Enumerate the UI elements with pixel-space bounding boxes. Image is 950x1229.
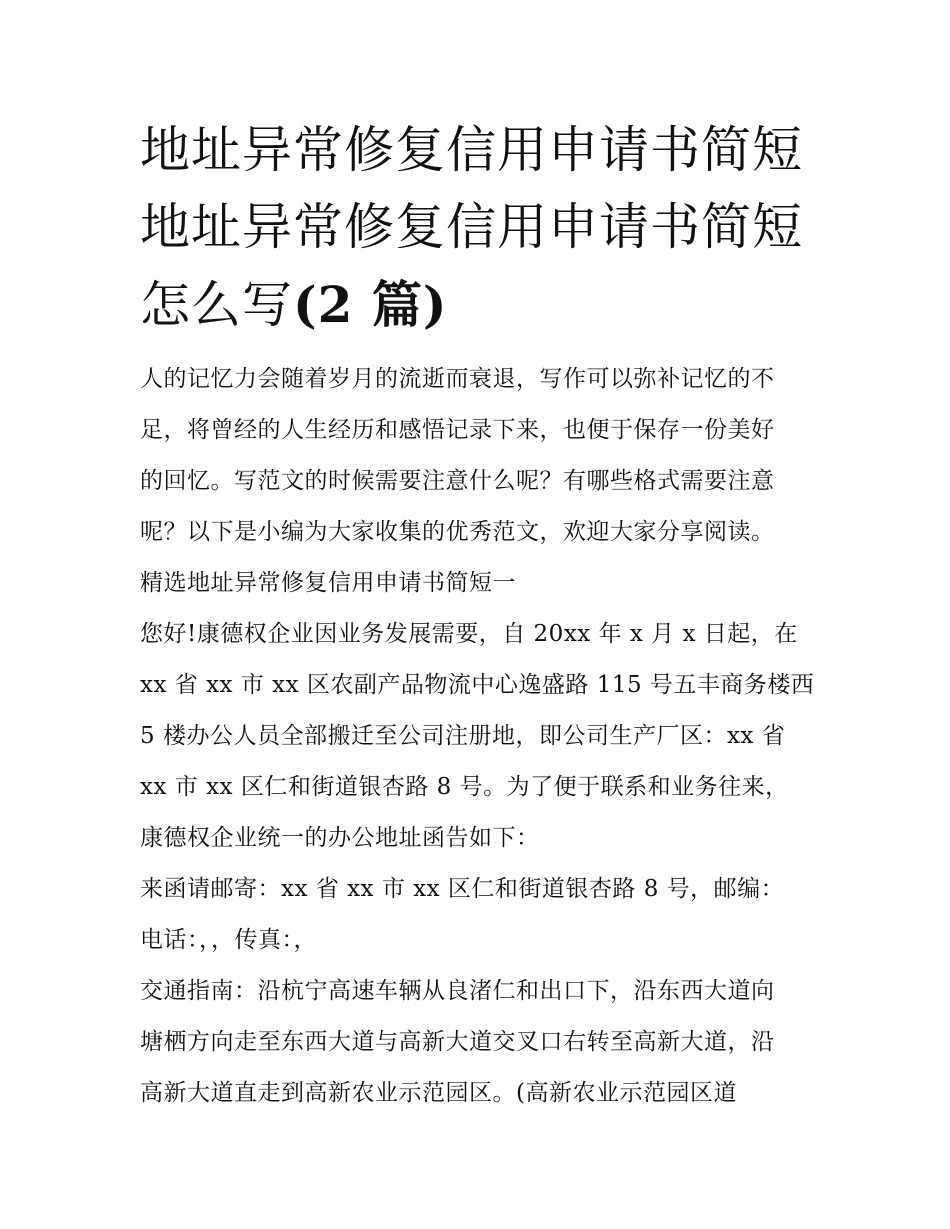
body-line: 足，将曾经的人生经历和感悟记录下来，也便于保存一份美好 (140, 417, 775, 443)
body-line: 的回忆。写范文的时候需要注意什么呢？有哪些格式需要注意 (140, 468, 775, 494)
body-line: 电话：，，传真：， (140, 927, 317, 953)
document-title (140, 112, 820, 344)
body-line: 塘栖方向走至东西大道与高新大道交叉口右转至高新大道，沿 (140, 1029, 775, 1055)
title-line-2: 地址异常修复信用申请书简短 (140, 198, 803, 256)
title-line-3 (140, 266, 820, 344)
title-line-1: 地址异常修复信用申请书简短 (140, 121, 803, 179)
body-line: xx 省 xx 市 xx 区农副产品物流中心逸盛路 115 号五丰商务楼西 (140, 672, 815, 698)
body-line: 5 楼办公人员全部搬迁至公司注册地，即公司生产厂区：xx 省 (140, 723, 786, 749)
body-line: 交通指南：沿杭宁高速车辆从良渚仁和出口下，沿东西大道向 (140, 978, 775, 1004)
body-line: 康德权企业统一的办公地址函告如下： (140, 825, 540, 851)
title-count: (2 篇) (293, 275, 448, 334)
title-line-3-text: 怎么写 (140, 276, 293, 334)
body-line: 呢？以下是小编为大家收集的优秀范文，欢迎大家分享阅读。 (140, 519, 775, 545)
document-body (140, 354, 820, 1119)
body-line: 高新大道直走到高新农业示范园区。(高新农业示范园区道 (140, 1080, 737, 1106)
section-heading: 精选地址异常修复信用申请书简短一 (140, 570, 516, 596)
body-line: 您好!康德权企业因业务发展需要，自 20xx 年 x 月 x 日起，在 (140, 621, 798, 647)
body-line: 人的记忆力会随着岁月的流逝而衰退，写作可以弥补记忆的不 (140, 366, 775, 392)
body-line: 来函请邮寄：xx 省 xx 市 xx 区仁和街道银杏路 8 号，邮编： (140, 876, 785, 902)
body-line: xx 市 xx 区仁和街道银杏路 8 号。为了便于联系和业务往来， (140, 774, 789, 800)
